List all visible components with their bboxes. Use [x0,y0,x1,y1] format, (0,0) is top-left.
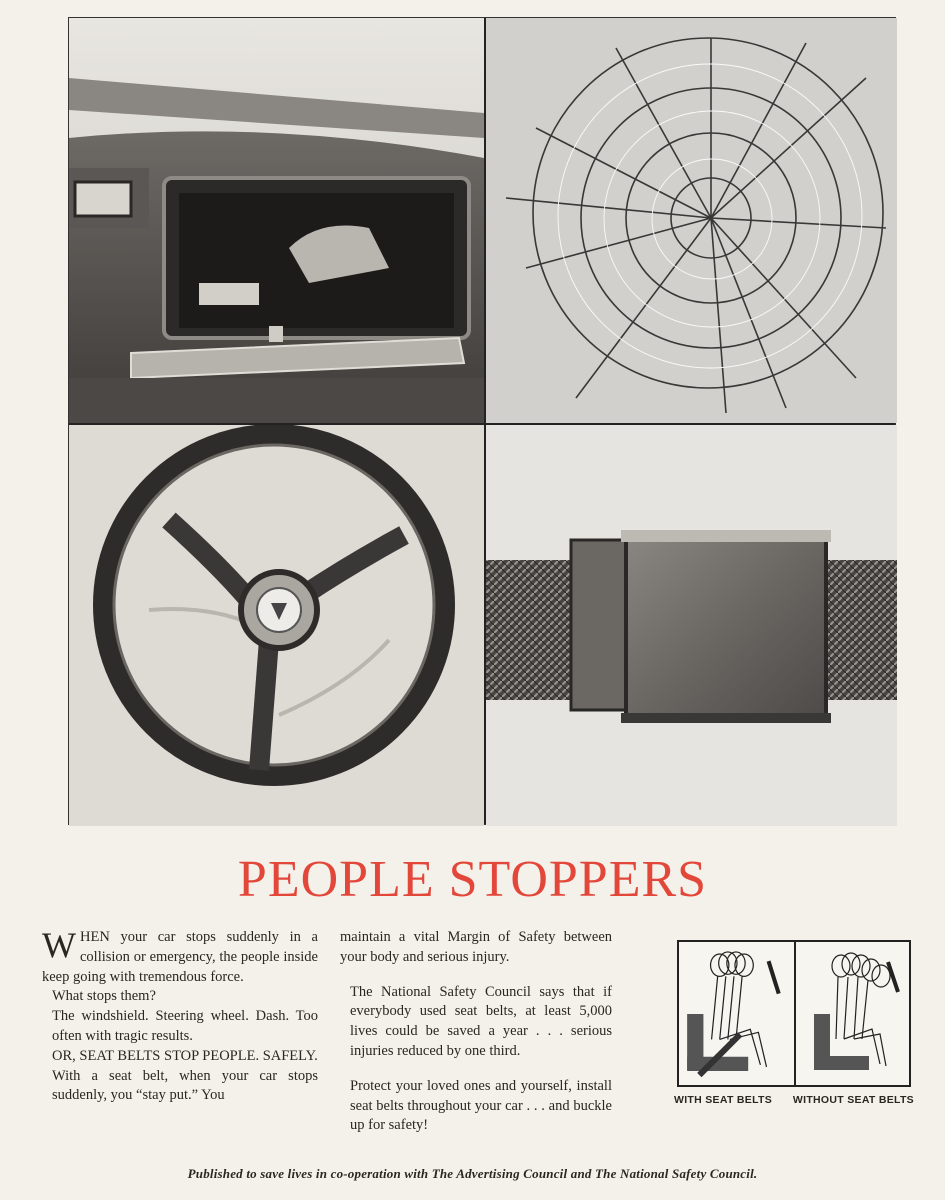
body-column-2 [340,928,612,1136]
diagram-labels [674,1094,914,1106]
seat-belt-diagram [677,940,911,1087]
paragraph-answer: The windshield. Steering wheel. Dash. Too often with tragic results. [52,1008,318,1044]
headline: PEOPLE STOPPERS [237,851,708,908]
dropcap: W [42,925,76,965]
label-with-seat-belts: WITH SEAT BELTS [674,1094,773,1106]
photo-steering-wheel [69,425,484,826]
paragraph-question: What stops them? [52,988,156,1005]
footer-credit: Published to save lives in co-operation with The Advertising Council and The National Safety Council. [187,1166,758,1181]
paragraph-intro: HEN your car stops suddenly in a collision or emergency, the people inside keep going with tremendous force. [42,929,318,985]
photo-glove-compartment [69,18,484,423]
paragraph-seat-belts: OR, SEAT BELTS STOP PEOPLE. SAFELY. [52,1047,318,1064]
photo-grid [68,17,896,825]
paragraph-stay-put: With a seat belt, when your car stops suddenly, you “stay put.” You [52,1067,318,1104]
photo-seat-belt-buckle [486,425,897,826]
paragraph-protect: Protect your loved ones and yourself, install seat belts throughout your car . . . and buckle up for safety! [350,1077,612,1134]
diagram-without-seat-belts [794,942,909,1085]
label-without-seat-belts: WITHOUT SEAT BELTS [792,1094,914,1106]
photo-cracked-windshield [486,18,897,423]
paragraph-margin: maintain a vital Margin of Safety between your body and serious injury. [340,929,612,965]
paragraph-council: The National Safety Council says that if everybody used seat belts, at least 5,000 lives could be saved a year . . . serious injuries reduced by one third. [350,983,612,1059]
body-column-1 [42,925,318,1106]
diagram-with-seat-belts [679,942,794,1085]
